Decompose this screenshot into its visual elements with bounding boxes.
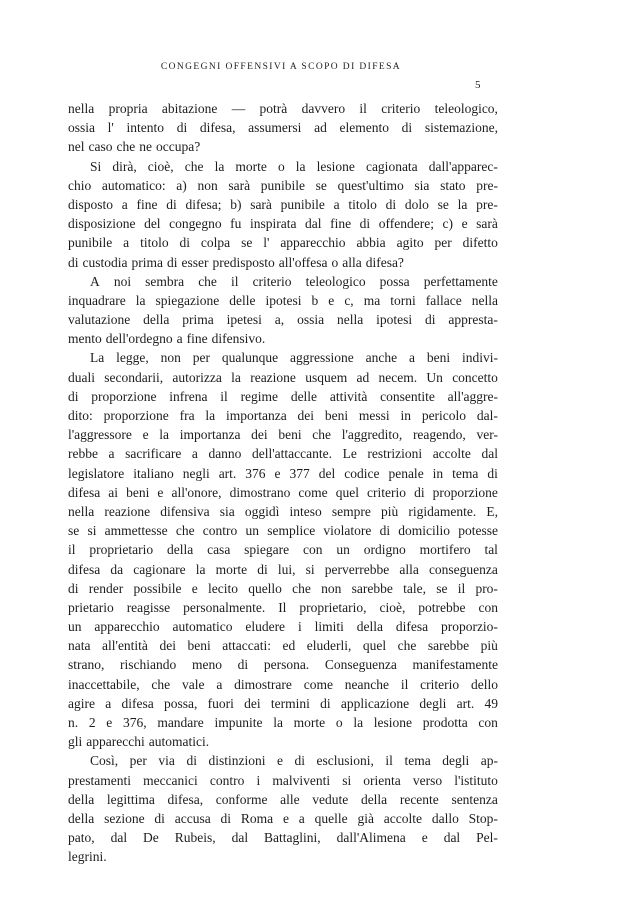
text-line: duali secondarii, autorizza la reazione usquem ad necem. Un concetto bbox=[68, 369, 498, 385]
text-line: n. 2 e 376, mandare impunite la morte o la lesione prodotta con bbox=[68, 715, 498, 730]
text-line: nel caso che ne occupa? bbox=[68, 139, 201, 155]
text-line: il proprietario della casa spiegare con un ordigno mortifero tal bbox=[68, 542, 498, 558]
text-line: punibile a titolo di colpa se l' apparecchio abbia agito per difetto bbox=[68, 235, 498, 251]
text-line: dito: proporzione fra la importanza dei beni messi in pericolo dal- bbox=[68, 408, 498, 423]
text-line: un apparecchio automatico eludere i limiti della difesa proporzio- bbox=[68, 619, 498, 635]
text-line: rebbe a sacrificare a danno dell'attaccante. Le restrizioni accolte dal bbox=[68, 446, 498, 462]
text-line: nella propria abitazione — potrà davvero il criterio teleologico, bbox=[68, 101, 498, 116]
text-line: prietario reagisse personalmente. Il proprietario, cioè, potrebbe con bbox=[68, 599, 498, 615]
text-line: mento dell'ordegno a fine difensivo. bbox=[68, 331, 266, 347]
text-line: ossia l' intento di difesa, assumersi ad elemento di sistemazione, bbox=[68, 120, 498, 136]
text-line: della sezione di accusa di Roma e a quelle già accolte dallo Stop- bbox=[68, 810, 498, 826]
paragraph bbox=[68, 272, 498, 349]
text-line: A noi sembra che il criterio teleologico possa perfettamente bbox=[90, 273, 498, 289]
text-line: di render possibile e lecito quello che non sarebbe tale, se il pro- bbox=[68, 580, 498, 596]
text-line: gli apparecchi automatici. bbox=[68, 734, 210, 750]
text-line: strano, rischiando meno di persona. Conseguenza manifestamente bbox=[68, 657, 498, 673]
text-line: difesa ai beni e all'onore, dimostrano come quel criterio di proporzione bbox=[68, 484, 498, 500]
paragraph bbox=[68, 99, 498, 157]
paragraph bbox=[68, 348, 498, 751]
text-line: Si dirà, cioè, che la morte o la lesione cagionata dall'apparec- bbox=[90, 158, 498, 174]
text-line: l'aggressore e la importanza dei beni che l'aggredito, reagendo, ver- bbox=[68, 427, 498, 443]
text-line: se si ammettesse che contro un semplice violatore di domicilio potesse bbox=[68, 523, 498, 539]
paragraph bbox=[68, 157, 498, 272]
text-line: di proporzione infrena il regime delle attività consentite all'aggre- bbox=[68, 388, 498, 404]
text-line: della legittima difesa, conforme alle vedute della recente sentenza bbox=[68, 791, 498, 807]
text-line: nella reazione difensiva sia oggidì inteso sempre più rigidamente. E, bbox=[68, 503, 498, 519]
paragraph bbox=[68, 751, 498, 866]
text-line: agire a difesa possa, fuori dei termini di applicazione degli art. 49 bbox=[68, 695, 498, 711]
text-line: disposizione del congegno fu inspirata dal fine di offendere; c) e sarà bbox=[68, 216, 498, 232]
text-line: difesa da cagionare la morte di lui, si perverrebbe alla conseguenza bbox=[68, 561, 498, 577]
page-number: 5 bbox=[475, 79, 481, 91]
text-line: Così, per via di distinzioni e di esclusioni, il tema degli ap- bbox=[90, 753, 498, 769]
text-line: prestamenti meccanici contro i malviventi si orienta verso l'istituto bbox=[68, 772, 498, 788]
text-line: inquadrare la spiegazione delle ipotesi b e c, ma torni fallace nella bbox=[68, 292, 498, 308]
page-body bbox=[68, 99, 498, 867]
text-line: pato, dal De Rubeis, dal Battaglini, dall'Alimena e dal Pel- bbox=[68, 830, 498, 846]
text-line: valutazione della prima ipetesi a, ossia nella ipotesi di appresta- bbox=[68, 312, 498, 328]
text-line: di custodia prima di esser predisposto all'offesa o alla difesa? bbox=[68, 254, 404, 270]
text-line: nata all'entità dei beni attaccati: ed eluderli, quel che sarebbe più bbox=[68, 638, 498, 654]
text-line: disposto a fine di difesa; b) sarà punibile a titolo di dolo se la pre- bbox=[68, 196, 498, 212]
running-title: CONGEGNI OFFENSIVI A SCOPO DI DIFESA bbox=[160, 62, 402, 72]
text-line: inaccettabile, che vale a dimostrare come neanche il criterio dello bbox=[68, 676, 498, 692]
text-line: legrini. bbox=[68, 849, 107, 865]
text-line: chio automatico: a) non sarà punibile se quest'ultimo sia stato pre- bbox=[68, 177, 498, 193]
text-line: La legge, non per qualunque aggressione anche a beni indivi- bbox=[90, 350, 498, 366]
text-line: legislatore italiano negli art. 376 e 377 del codice penale in tema di bbox=[68, 465, 498, 481]
